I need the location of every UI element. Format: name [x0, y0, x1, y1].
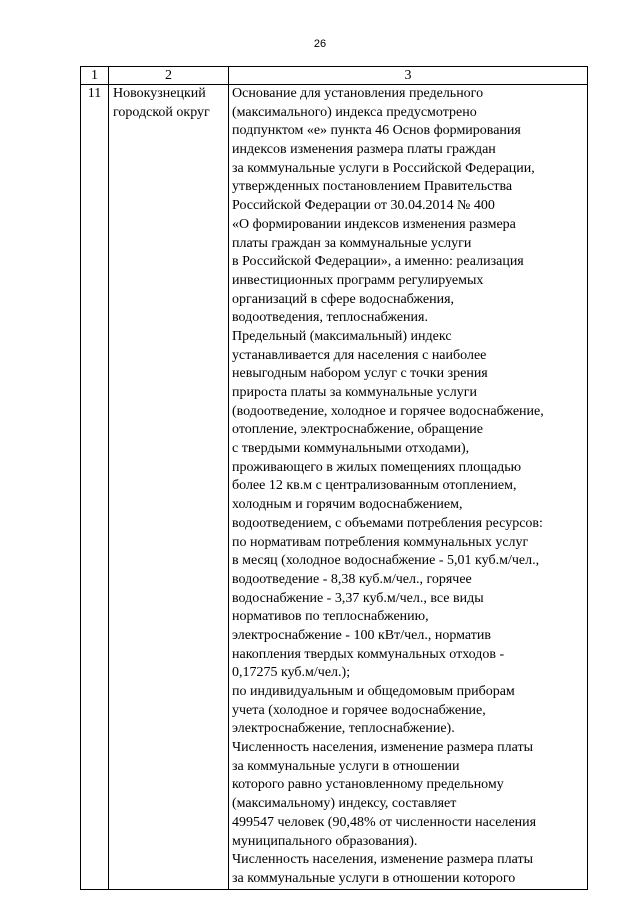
table-row: [81, 85, 588, 890]
regional-index-table: [80, 66, 588, 890]
justification-text-line: организаций в сфере водоснабжения,: [232, 291, 455, 307]
justification-text-line: муниципального образования).: [232, 833, 418, 849]
justification-text-line: за коммунальные услуги в отношении которого: [232, 870, 516, 886]
justification-text-line: водоотведения, теплоснабжения.: [232, 310, 428, 326]
justification-text-line: подпунктом «е» пункта 46 Основ формирования: [232, 123, 521, 139]
justification-text-line: Предельный (максимальный) индекс: [232, 328, 452, 344]
region-name-line: городской округ: [113, 104, 210, 120]
justification-text-line: невыгодным набором услуг с точки зрения: [232, 366, 488, 382]
justification-text-line: (максимальному) индексу, составляет: [232, 796, 457, 812]
justification-text-line: Основание для установления предельного: [232, 86, 484, 101]
header-col-1: 1: [81, 67, 109, 85]
justification-text-line: 0,17275 куб.м/чел.);: [232, 665, 351, 681]
justification-text-line: прироста платы за коммунальные услуги: [232, 385, 477, 400]
justification-text-line: «О формировании индексов изменения размера: [232, 216, 516, 232]
justification-text-line: водоотведением, с объемами потребления ресурсов:: [232, 515, 543, 531]
justification-text-line: индексов изменения размера платы граждан: [232, 142, 496, 158]
justification-text-line: устанавливается для населения с наиболее: [232, 347, 487, 363]
page-number: 26: [313, 38, 327, 50]
justification-text-line: Российской Федерации от 30.04.2014 № 400: [232, 198, 495, 214]
justification-text-line: водоснабжение - 3,37 куб.м/чел., все виды: [232, 590, 484, 606]
justification-text-line: (водоотведение, холодное и горячее водоснабжение,: [232, 403, 544, 419]
justification-text-line: электроснабжение, теплоснабжение).: [232, 721, 455, 737]
justification-text-line: (максимального) индекса предусмотрено: [232, 104, 477, 120]
justification-text-line: Численность населения, изменение размера платы: [232, 740, 533, 756]
justification-text-line: за коммунальные услуги в отношении: [232, 758, 460, 774]
table-header-row: [81, 67, 588, 85]
justification-text-line: инвестиционных программ регулируемых: [232, 272, 484, 288]
justification-text-line: 499547 человек (90,48% от численности населения: [232, 814, 537, 830]
justification-text-line: в Российской Федерации», а именно: реализация: [232, 254, 524, 270]
justification-text-line: проживающего в жилых помещениях площадью: [232, 459, 522, 475]
row-number: 11: [81, 85, 109, 890]
justification-text-line: по индивидуальным и общедомовым приборам: [232, 684, 515, 699]
justification-text-line: водоотведение - 8,38 куб.м/чел., горячее: [232, 571, 472, 587]
justification-text-line: холодным и горячим водоснабжением,: [232, 497, 463, 513]
justification-text-line: более 12 кв.м с централизованным отоплением,: [232, 478, 517, 494]
header-col-3: 3: [229, 67, 588, 85]
justification-text-line: учета (холодное и горячее водоснабжение,: [232, 702, 486, 718]
justification-text-line: отопление, электроснабжение, обращение: [232, 422, 483, 438]
justification-text-line: электроснабжение - 100 кВт/чел., норматив: [232, 627, 491, 643]
justification-text-line: платы граждан за коммунальные услуги: [232, 235, 472, 251]
justification-text-line: по нормативам потребления коммунальных услуг: [232, 534, 529, 550]
justification-text-line: за коммунальные услуги в Российской Федерации,: [232, 160, 535, 176]
region-name-cell: [109, 85, 229, 890]
justification-text-line: накопления твердых коммунальных отходов -: [232, 646, 505, 662]
header-col-2: 2: [109, 67, 229, 85]
justification-text-line: с твердыми коммунальными отходами),: [232, 441, 470, 457]
justification-text-line: в месяц (холодное водоснабжение - 5,01 куб.м/чел.,: [232, 553, 540, 569]
region-name-line: Новокузнецкий: [113, 86, 206, 101]
justification-text-line: которого равно установленному предельному: [232, 777, 504, 793]
justification-text-cell: [229, 85, 588, 890]
justification-text-line: утвержденных постановлением Правительства: [232, 179, 513, 195]
justification-text-line: нормативов по теплоснабжению,: [232, 609, 429, 625]
justification-text-line: Численность населения, изменение размера платы: [232, 852, 533, 868]
